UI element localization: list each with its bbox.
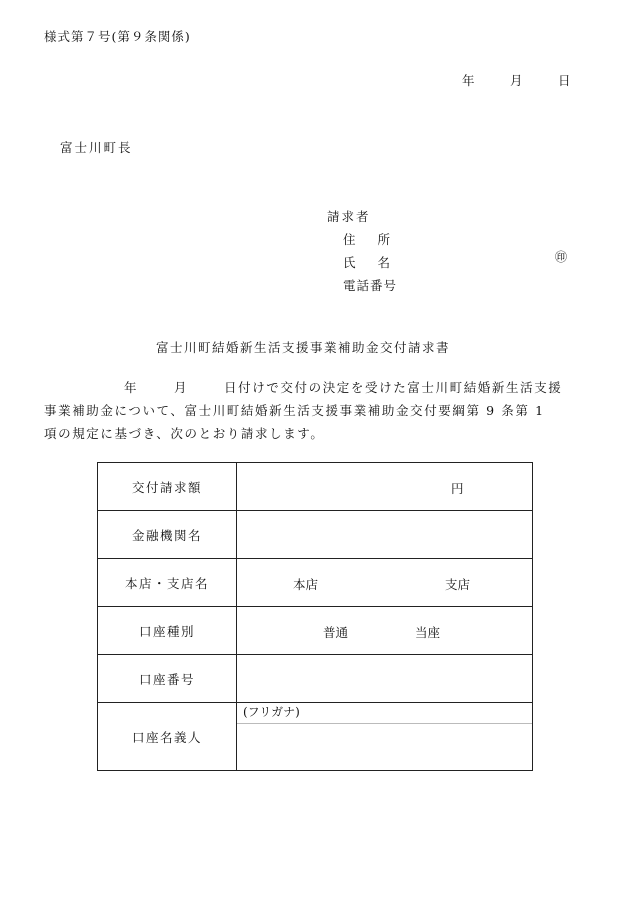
account-holder-value[interactable] [237, 703, 533, 771]
body-line2: 事業補助金について、富士川町結婚新生活支援事業補助金交付要綱第 9 条第 1 [44, 403, 545, 418]
seal-mark: ㊞ [555, 250, 568, 264]
body-line3: 項の規定に基づき、次のとおり請求します。 [44, 426, 325, 441]
body-year: 年 [124, 380, 139, 395]
account-holder-name[interactable] [237, 724, 532, 768]
date-day: 日 [558, 73, 571, 88]
bank-name-label: 金融機関名 [98, 511, 237, 559]
branch-value[interactable] [237, 559, 533, 607]
table-row [98, 655, 533, 703]
table-row [98, 511, 533, 559]
bank-name-value[interactable] [237, 511, 533, 559]
requester-title: 請求者 [327, 209, 371, 224]
furigana-label: (フリガナ) [237, 703, 532, 724]
account-type-value[interactable] [237, 607, 533, 655]
table-row [98, 559, 533, 607]
requester-block [327, 205, 413, 297]
date-year: 年 [462, 73, 475, 88]
yen-unit: 円 [451, 481, 464, 496]
body-text [44, 376, 592, 445]
account-number-label: 口座番号 [98, 655, 237, 703]
form-number: 様式第７号(第９条関係) [44, 29, 191, 44]
body-line1: 日付けで交付の決定を受けた富士川町結婚新生活支援 [224, 380, 563, 395]
table-row [98, 607, 533, 655]
amount-value[interactable] [237, 463, 533, 511]
date-month: 月 [510, 73, 523, 88]
phone-label: 電話番号 [343, 278, 398, 293]
document-title: 富士川町結婚新生活支援事業補助金交付請求書 [156, 340, 451, 355]
date-line [462, 71, 571, 89]
table-row [98, 463, 533, 511]
body-month: 月 [174, 380, 189, 395]
addressee: 富士川町長 [60, 140, 133, 155]
account-type-label: 口座種別 [98, 607, 237, 655]
ordinary-option[interactable]: 普通 [323, 625, 349, 640]
current-option[interactable]: 当座 [415, 625, 441, 640]
account-holder-label: 口座名義人 [98, 703, 237, 771]
branch-text: 支店 [445, 577, 471, 592]
name-label: 氏名 [343, 255, 413, 270]
address-label: 住所 [343, 232, 413, 247]
account-number-value[interactable] [237, 655, 533, 703]
branch-label: 本店・支店名 [98, 559, 237, 607]
amount-label: 交付請求額 [98, 463, 237, 511]
bank-info-table [97, 462, 533, 771]
table-row [98, 703, 533, 771]
head-office-text: 本店 [293, 577, 319, 592]
